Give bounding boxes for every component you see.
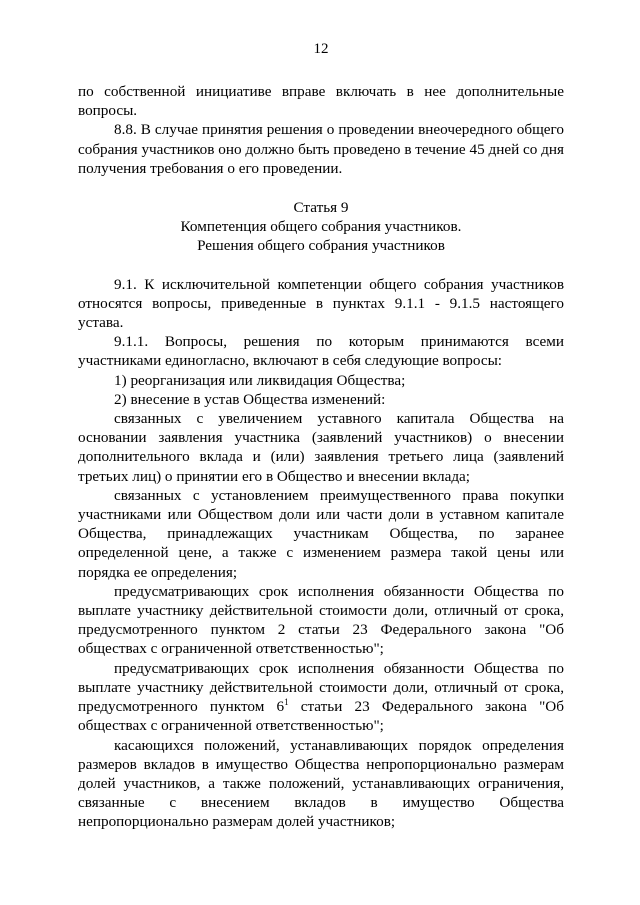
sub-item-capital-increase: связанных с увеличением уставного капитала Общества на основании заявления участника (заявлений участников) о внесении дополнительного вклада и (или) заявления третьего лица (заявлений третьих лиц) о принятии его в Общество и внесении вклада; — [78, 410, 564, 485]
paragraph-8-8: 8.8. В случае принятия решения о проведении внеочередного общего собрания участников оно должно быть проведено в течение 45 дней со дня получения требования о его проведении. — [78, 121, 564, 177]
page-number: 12 — [313, 41, 329, 57]
paragraph-9-1: 9.1. К исключительной компетенции общего собрания участников относятся вопросы, приведенные в пунктах 9.1.1 - 9.1.5 настоящего устава. — [78, 275, 564, 332]
sub-item-text-before: предусматривающих срок исполнения обязанности Общества по выплате участнику действительной стоимости доли, отличный от срока, предусмотренного пунктом 6 — [78, 659, 564, 716]
list-item-1: 1) реорганизация или ликвидация Общества; — [114, 371, 406, 389]
paragraph-continuation: по собственной инициативе вправе включать в нее дополнительные вопросы. — [78, 83, 564, 120]
sub-item-payment-term-p2: предусматривающих срок исполнения обязанности Общества по выплате участнику действительной стоимости доли, отличный от срока, предусмотренного пунктом 2 статьи 23 Федерального закона "Об обществах с ограниченной ответственностью"; — [78, 582, 564, 658]
article-heading-line-1: Компетенция общего собрания участников. — [180, 218, 462, 236]
list-item-2: 2) внесение в устав Общества изменений: — [114, 390, 386, 408]
sub-item-preemptive-right: связанных с установлением преимущественного права покупки участниками или Обществом доли или части доли в уставном капитале Общества, принадлежащих участникам Общества, по заранее определенной цене, а также с изменением размера такой цены или порядка ее определения; — [78, 486, 564, 581]
sub-item-payment-term-p6-1 — [78, 659, 564, 736]
article-heading-line-2: Решения общего собрания участников — [197, 237, 445, 255]
document-body — [78, 82, 564, 832]
superscript: 1 — [284, 697, 289, 708]
article-title: Статья 9 — [293, 199, 349, 217]
sub-item-contributions: касающихся положений, устанавливающих порядок определения размеров вкладов в имущество Общества непропорционально размерам долей участников, а также положений, устанавливающих ограничения, связанные с внесением вкладов в имущество Общества непропорционально размерам долей участников; — [78, 736, 564, 831]
paragraph-9-1-1: 9.1.1. Вопросы, решения по которым принимаются всеми участниками единогласно, включают в себя следующие вопросы: — [78, 333, 564, 370]
sub-item-text-after: статьи 23 Федерального закона "Об обществах с ограниченной ответственностью"; — [78, 698, 564, 735]
